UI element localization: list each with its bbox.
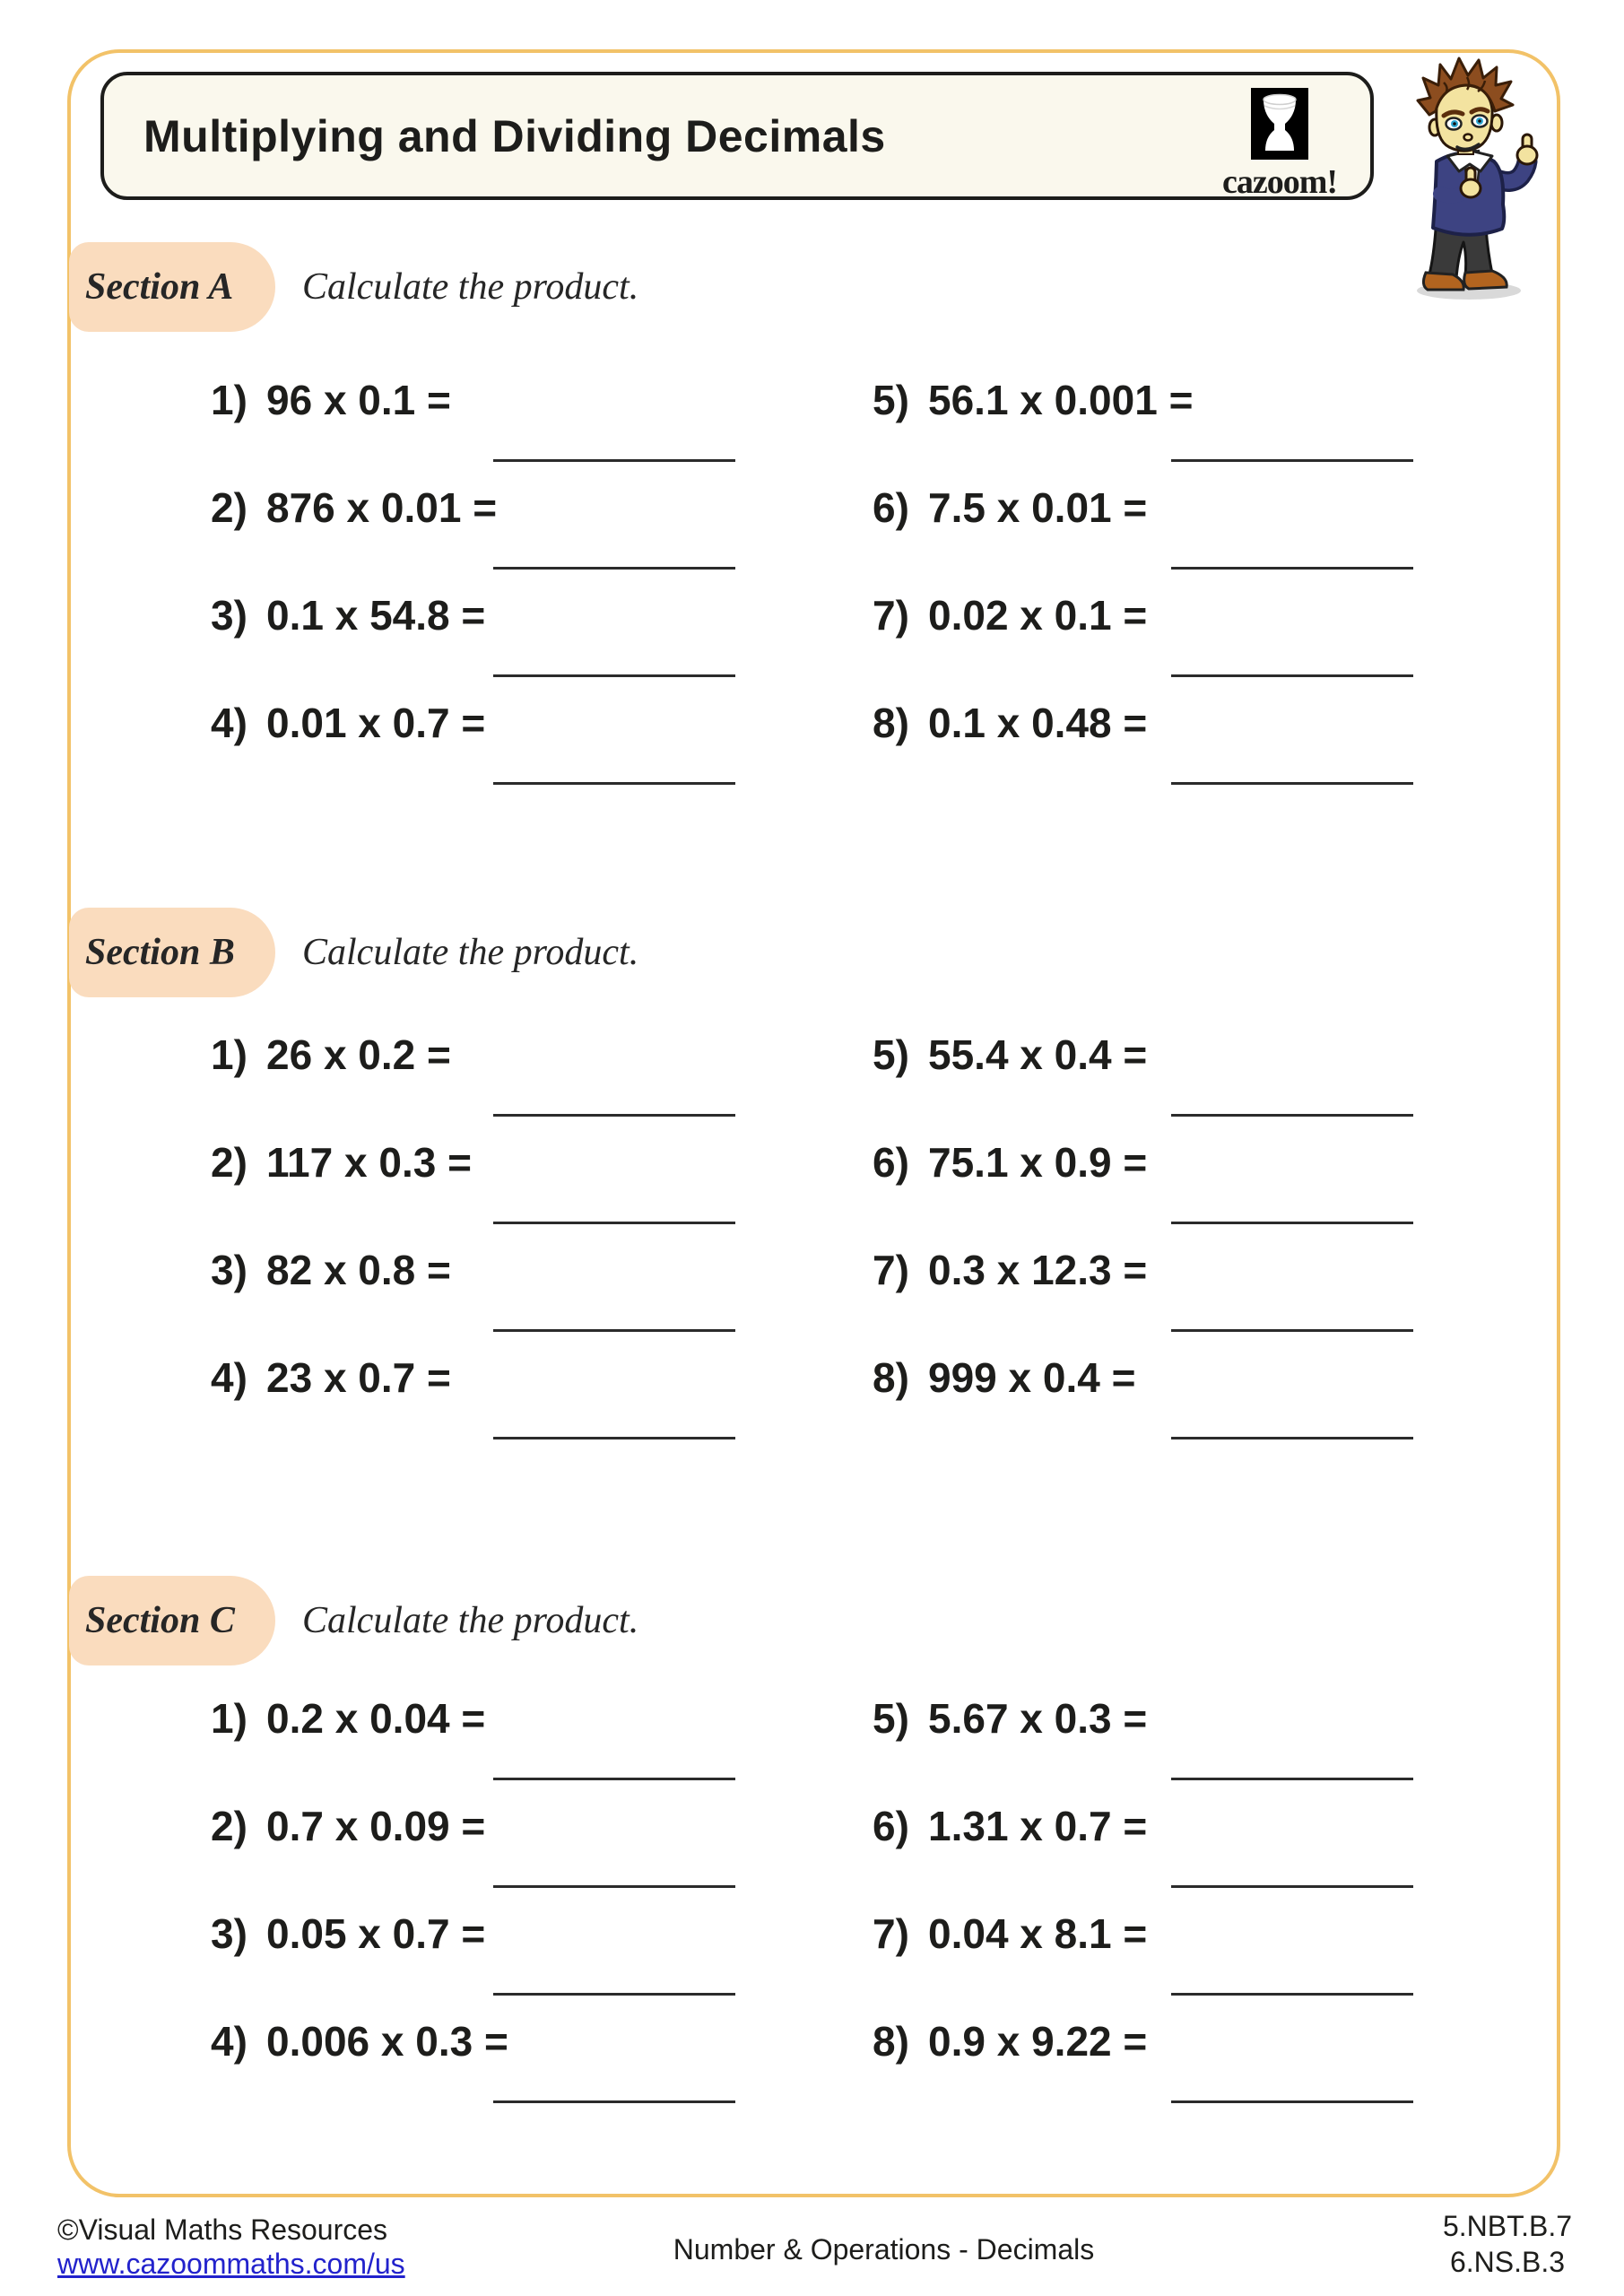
answer-line <box>1171 1993 1413 1996</box>
section-b-instruction: Calculate the product. <box>302 932 639 973</box>
answer-line <box>493 1885 735 1888</box>
answer-line <box>493 1437 735 1439</box>
problem-item <box>211 592 485 700</box>
problem-item <box>873 1354 1135 1462</box>
problem-item <box>211 1354 451 1462</box>
answer-line <box>1171 782 1413 785</box>
section-a-instruction: Calculate the product. <box>302 266 639 308</box>
problem-item <box>211 484 497 592</box>
footer-standard: 5.NBT.B.7 <box>1442 2210 1573 2242</box>
problem-item <box>873 377 1193 484</box>
answer-line <box>493 674 735 677</box>
problem-number: 2) <box>211 1803 248 1849</box>
problem-number: 5) <box>873 1031 909 1078</box>
problem-expression: 5.67 x 0.3 = <box>928 1695 1148 1742</box>
problem-expression: 96 x 0.1 = <box>266 377 451 423</box>
problem-number: 5) <box>873 377 909 423</box>
answer-line <box>1171 1885 1413 1888</box>
problem-expression: 0.02 x 0.1 = <box>928 592 1148 639</box>
problem-number: 2) <box>211 484 248 531</box>
problem-expression: 0.1 x 54.8 = <box>266 592 486 639</box>
problem-number: 3) <box>211 592 248 639</box>
problem-number: 3) <box>211 1247 248 1293</box>
problem-item <box>873 1031 1147 1139</box>
problem-expression: 7.5 x 0.01 = <box>928 484 1148 531</box>
problem-item <box>211 1139 472 1247</box>
answer-line <box>1171 567 1413 570</box>
footer-standard: 6.NS.B.3 <box>1449 2246 1566 2278</box>
section-a-label: Section A <box>85 266 234 308</box>
problem-number: 6) <box>873 1139 909 1186</box>
problem-expression: 0.01 x 0.7 = <box>266 700 486 746</box>
problem-item <box>873 1695 1147 1803</box>
problem-number: 8) <box>873 700 909 746</box>
problem-item <box>211 2018 508 2126</box>
problem-item <box>873 1803 1147 1910</box>
answer-line <box>493 1778 735 1780</box>
problem-number: 4) <box>211 1354 248 1401</box>
problem-expression: 0.04 x 8.1 = <box>928 1910 1148 1957</box>
drum-icon <box>1251 88 1308 160</box>
problem-number: 4) <box>211 700 248 746</box>
problem-number: 1) <box>211 1031 248 1078</box>
footer-url-link[interactable]: www.cazoommaths.com/us <box>57 2248 405 2280</box>
problem-number: 7) <box>873 592 909 639</box>
problem-item <box>211 377 451 484</box>
problem-number: 1) <box>211 1695 248 1742</box>
problem-item <box>873 2018 1147 2126</box>
problem-item <box>873 484 1147 592</box>
answer-line <box>493 1114 735 1117</box>
problem-expression: 0.9 x 9.22 = <box>928 2018 1148 2065</box>
logo-text: cazoom! <box>1221 163 1338 201</box>
section-b-label: Section B <box>85 932 235 973</box>
problem-expression: 0.006 x 0.3 = <box>266 2018 508 2065</box>
answer-line <box>493 2100 735 2103</box>
problem-number: 1) <box>211 377 248 423</box>
problem-item <box>873 1247 1147 1354</box>
problem-expression: 75.1 x 0.9 = <box>928 1139 1148 1186</box>
problem-expression: 999 x 0.4 = <box>928 1354 1136 1401</box>
answer-line <box>1171 1222 1413 1224</box>
problem-expression: 0.3 x 12.3 = <box>928 1247 1148 1293</box>
problem-expression: 0.7 x 0.09 = <box>266 1803 486 1849</box>
problem-expression: 117 x 0.3 = <box>266 1139 472 1186</box>
problem-number: 4) <box>211 2018 248 2065</box>
problem-number: 8) <box>873 1354 909 1401</box>
answer-line <box>1171 1437 1413 1439</box>
problem-number: 6) <box>873 484 909 531</box>
section-c-problems <box>0 1695 1624 2126</box>
problem-item <box>211 1910 485 2018</box>
answer-line <box>493 1329 735 1332</box>
answer-line <box>1171 1114 1413 1117</box>
problem-item <box>873 1910 1147 2018</box>
footer-standards <box>1431 2208 1584 2280</box>
problem-expression: 1.31 x 0.7 = <box>928 1803 1148 1849</box>
answer-line <box>493 782 735 785</box>
answer-line <box>1171 1329 1413 1332</box>
problem-item <box>873 1139 1147 1247</box>
section-c-pill <box>69 1576 275 1665</box>
answer-line <box>493 459 735 462</box>
problem-number: 8) <box>873 2018 909 2065</box>
section-c-instruction: Calculate the product. <box>302 1600 639 1641</box>
answer-line <box>1171 674 1413 677</box>
page-title: Multiplying and Dividing Decimals <box>143 110 886 161</box>
problem-expression: 0.1 x 0.48 = <box>928 700 1148 746</box>
problem-expression: 0.05 x 0.7 = <box>266 1910 486 1957</box>
answer-line <box>493 1993 735 1996</box>
problem-number: 7) <box>873 1910 909 1957</box>
cazoom-logo <box>1212 88 1347 199</box>
problem-number: 7) <box>873 1247 909 1293</box>
footer-copyright: ©Visual Maths Resources <box>57 2213 388 2246</box>
problem-item <box>873 592 1147 700</box>
answer-line <box>1171 2100 1413 2103</box>
problem-expression: 876 x 0.01 = <box>266 484 498 531</box>
mascot-character <box>1390 52 1542 308</box>
problem-expression: 26 x 0.2 = <box>266 1031 451 1078</box>
answer-line <box>1171 459 1413 462</box>
problem-item <box>211 1695 485 1803</box>
title-bar <box>100 72 1374 200</box>
problem-item <box>211 700 485 807</box>
section-a-problems <box>0 377 1624 807</box>
answer-line <box>493 1222 735 1224</box>
section-c-label: Section C <box>85 1600 235 1641</box>
problem-expression: 55.4 x 0.4 = <box>928 1031 1148 1078</box>
problem-expression: 23 x 0.7 = <box>266 1354 451 1401</box>
problem-item <box>211 1247 451 1354</box>
problem-number: 2) <box>211 1139 248 1186</box>
footer-category: Number & Operations - Decimals <box>673 2233 1095 2266</box>
problem-number: 6) <box>873 1803 909 1849</box>
problem-item <box>211 1803 485 1910</box>
section-b-problems <box>0 1031 1624 1462</box>
problem-item <box>873 700 1147 807</box>
problem-expression: 56.1 x 0.001 = <box>928 377 1194 423</box>
problem-number: 3) <box>211 1910 248 1957</box>
answer-line <box>493 567 735 570</box>
answer-line <box>1171 1778 1413 1780</box>
problem-number: 5) <box>873 1695 909 1742</box>
section-b-pill <box>69 908 275 997</box>
problem-item <box>211 1031 451 1139</box>
problem-expression: 82 x 0.8 = <box>266 1247 451 1293</box>
problem-expression: 0.2 x 0.04 = <box>266 1695 486 1742</box>
section-a-pill <box>69 242 275 332</box>
